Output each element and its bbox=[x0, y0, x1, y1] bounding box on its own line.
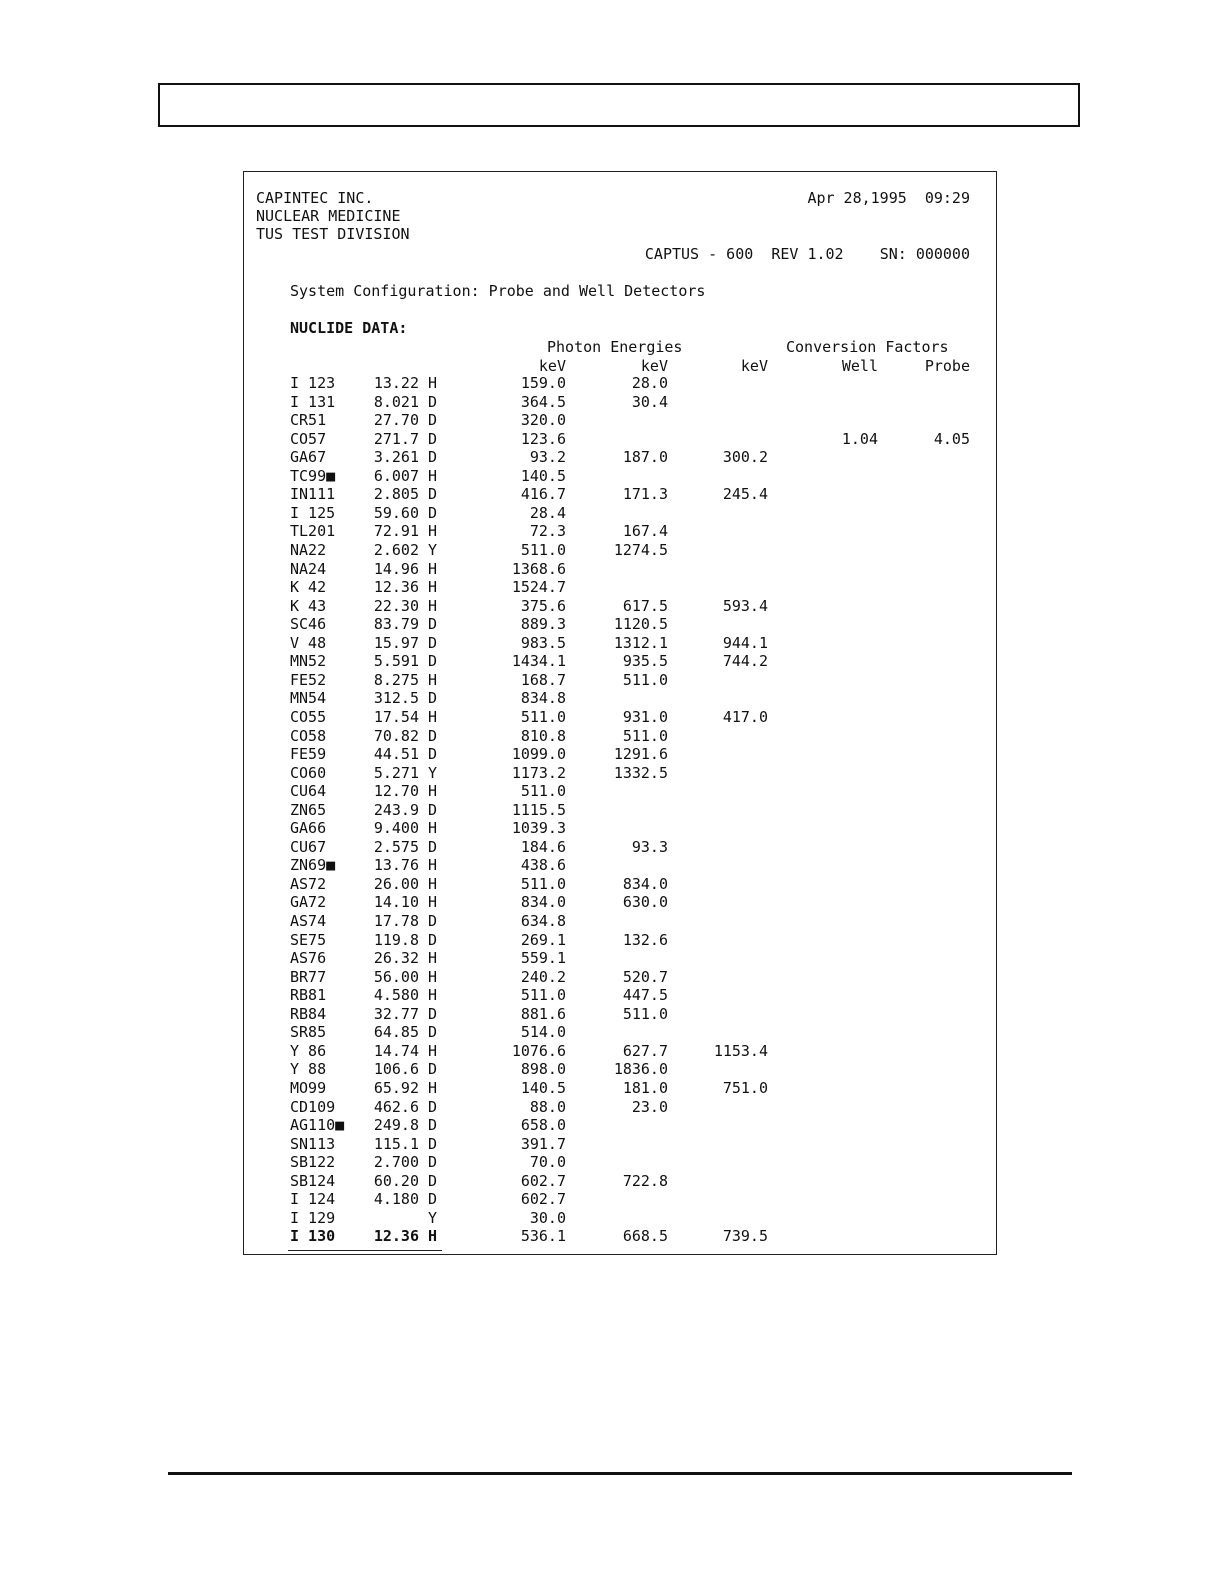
half-life-cell: 72.91 bbox=[373, 522, 419, 541]
energy-2-cell: 1274.5 bbox=[613, 541, 668, 559]
energy-3-cell: 744.2 bbox=[722, 652, 768, 671]
half-life-cell: 44.51 bbox=[373, 745, 419, 763]
nuclide-cell: CR51 bbox=[290, 411, 327, 430]
nuclide-cell: CO55 bbox=[290, 707, 327, 726]
nuclide-cell: AS74 bbox=[290, 912, 327, 930]
nuclide-cell: AS76 bbox=[290, 949, 327, 968]
energy-1-cell: 514.0 bbox=[520, 1023, 566, 1042]
unit-cell: H bbox=[428, 578, 438, 596]
energy-2-cell: 627.7 bbox=[622, 1041, 668, 1060]
energy-1-cell: 269.1 bbox=[520, 930, 566, 949]
nuclide-cell: I 129 bbox=[290, 1208, 336, 1227]
energy-2-cell: 931.0 bbox=[622, 707, 668, 726]
department-name: NUCLEAR MEDICINE bbox=[256, 207, 401, 225]
energy-3-cell: 1153.4 bbox=[713, 1041, 768, 1060]
energy-2-cell: 1332.5 bbox=[613, 763, 668, 782]
half-life-cell: 14.74 bbox=[373, 1041, 419, 1060]
energy-2-cell: 668.5 bbox=[622, 1227, 668, 1246]
print-datetime: Apr 28,1995 09:29 bbox=[807, 189, 970, 207]
energy-2-cell: 132.6 bbox=[622, 930, 668, 949]
nuclide-cell: ZN69■ bbox=[290, 856, 336, 875]
section-title: NUCLIDE DATA: bbox=[290, 319, 408, 337]
nuclide-cell: AS72 bbox=[290, 874, 327, 893]
half-life-cell: 8.275 bbox=[373, 670, 419, 689]
unit-cell: D bbox=[428, 633, 438, 652]
energy-1-cell: 28.4 bbox=[529, 503, 566, 522]
half-life-cell: 17.54 bbox=[373, 707, 419, 726]
half-life-cell: 26.00 bbox=[373, 874, 419, 893]
energy-2-cell: 511.0 bbox=[622, 1004, 668, 1023]
photon-energies-header: Photon Energies bbox=[547, 338, 683, 356]
half-life-cell: 6.007 bbox=[373, 466, 419, 485]
nuclide-cell: TC99■ bbox=[290, 466, 336, 485]
energy-2-cell: 93.3 bbox=[631, 837, 668, 856]
unit-cell: H bbox=[428, 707, 438, 726]
nuclide-cell: I 123 bbox=[290, 374, 336, 392]
half-life-cell: 13.22 bbox=[373, 374, 419, 392]
nuclide-cell: NA24 bbox=[290, 559, 327, 578]
nuclide-cell: K 42 bbox=[290, 578, 327, 596]
nuclide-cell: CO57 bbox=[290, 429, 327, 448]
energy-3-cell: 245.4 bbox=[722, 485, 768, 504]
energy-2-cell: 511.0 bbox=[622, 726, 668, 745]
unit-cell: H bbox=[428, 1078, 438, 1097]
nuclide-cell: SC46 bbox=[290, 615, 327, 634]
unit-cell: H bbox=[428, 856, 438, 875]
unit-cell: H bbox=[428, 670, 438, 689]
half-life-cell: 22.30 bbox=[373, 596, 419, 615]
unit-cell: D bbox=[428, 837, 438, 856]
half-life-cell: 4.180 bbox=[373, 1190, 419, 1209]
unit-cell: H bbox=[428, 596, 438, 615]
energy-1-cell: 168.7 bbox=[520, 670, 566, 689]
half-life-cell: 115.1 bbox=[373, 1134, 419, 1153]
unit-cell: D bbox=[428, 1023, 438, 1042]
energy-3-cell: 300.2 bbox=[722, 448, 768, 467]
energy-1-cell: 123.6 bbox=[520, 429, 566, 448]
energy-1-cell: 1524.7 bbox=[511, 578, 566, 596]
well-header: Well bbox=[841, 357, 878, 375]
half-life-cell: 83.79 bbox=[373, 615, 419, 634]
energy-1-cell: 184.6 bbox=[520, 837, 566, 856]
unit-cell: Y bbox=[428, 541, 438, 559]
energy-2-cell: 722.8 bbox=[622, 1171, 668, 1190]
energy-1-cell: 889.3 bbox=[520, 615, 566, 634]
unit-cell: H bbox=[428, 559, 438, 578]
nuclide-cell: I 124 bbox=[290, 1190, 336, 1209]
unit-cell: H bbox=[428, 374, 438, 392]
unit-cell: H bbox=[428, 949, 438, 968]
kev-header-3: keV bbox=[740, 357, 768, 375]
nuclide-cell: MO99 bbox=[290, 1078, 327, 1097]
energy-2-cell: 520.7 bbox=[622, 967, 668, 986]
nuclide-cell: CU64 bbox=[290, 782, 327, 801]
unit-cell: H bbox=[428, 893, 438, 912]
unit-cell: H bbox=[428, 967, 438, 986]
energy-1-cell: 559.1 bbox=[520, 949, 566, 968]
nuclide-cell: CO58 bbox=[290, 726, 327, 745]
unit-cell: D bbox=[428, 1190, 438, 1209]
energy-2-cell: 23.0 bbox=[631, 1097, 668, 1116]
unit-cell: D bbox=[428, 726, 438, 745]
unit-cell: D bbox=[428, 411, 438, 430]
energy-1-cell: 438.6 bbox=[520, 856, 566, 875]
nuclide-cell: K 43 bbox=[290, 596, 327, 615]
energy-1-cell: 240.2 bbox=[520, 967, 566, 986]
energy-1-cell: 511.0 bbox=[520, 782, 566, 801]
energy-2-cell: 935.5 bbox=[622, 652, 668, 671]
unit-cell: H bbox=[428, 819, 438, 838]
nuclide-cell: GA72 bbox=[290, 893, 327, 912]
half-life-cell: 27.70 bbox=[373, 411, 419, 430]
system-configuration: System Configuration: Probe and Well Detectors bbox=[290, 282, 706, 300]
nuclide-cell: SN113 bbox=[290, 1134, 336, 1153]
unit-cell: D bbox=[428, 1060, 438, 1079]
nuclide-cell: CD109 bbox=[290, 1097, 336, 1116]
energy-1-cell: 1434.1 bbox=[511, 652, 566, 671]
unit-cell: D bbox=[428, 1171, 438, 1190]
half-life-cell: 59.60 bbox=[373, 503, 419, 522]
half-life-cell: 12.36 bbox=[373, 1227, 419, 1246]
energy-1-cell: 511.0 bbox=[520, 986, 566, 1005]
energy-2-cell: 630.0 bbox=[622, 893, 668, 912]
unit-cell: D bbox=[428, 392, 438, 411]
nuclide-cell: RB84 bbox=[290, 1004, 327, 1023]
nuclide-cell: ZN65 bbox=[290, 800, 327, 819]
unit-cell: H bbox=[428, 986, 438, 1005]
energy-2-cell: 1291.6 bbox=[613, 745, 668, 763]
nuclide-cell: CO60 bbox=[290, 763, 327, 782]
nuclide-cell: AG110■ bbox=[290, 1116, 345, 1134]
unit-cell: D bbox=[428, 745, 438, 763]
well-factor-cell: 1.04 bbox=[841, 429, 878, 448]
nuclide-cell: FE59 bbox=[290, 745, 327, 763]
energy-1-cell: 364.5 bbox=[520, 392, 566, 411]
conversion-factors-header: Conversion Factors bbox=[786, 338, 949, 356]
unit-cell: D bbox=[428, 485, 438, 504]
energy-1-cell: 1099.0 bbox=[511, 745, 566, 763]
nuclide-cell: Y 86 bbox=[290, 1041, 327, 1060]
half-life-cell: 13.76 bbox=[373, 856, 419, 875]
unit-cell: D bbox=[428, 1134, 438, 1153]
unit-cell: H bbox=[428, 522, 438, 541]
energy-1-cell: 93.2 bbox=[529, 448, 566, 467]
energy-1-cell: 1368.6 bbox=[511, 559, 566, 578]
nuclide-cell: SR85 bbox=[290, 1023, 327, 1042]
nuclide-cell: NA22 bbox=[290, 541, 327, 559]
half-life-cell: 32.77 bbox=[373, 1004, 419, 1023]
division-name: TUS TEST DIVISION bbox=[256, 225, 410, 243]
half-life-cell: 106.6 bbox=[373, 1060, 419, 1079]
half-life-cell: 2.700 bbox=[373, 1153, 419, 1172]
unit-cell: D bbox=[428, 800, 438, 819]
half-life-cell: 5.271 bbox=[373, 763, 419, 782]
unit-cell: H bbox=[428, 1041, 438, 1060]
nuclide-cell: SB124 bbox=[290, 1171, 336, 1190]
nuclide-cell: I 130 bbox=[290, 1227, 336, 1246]
nuclide-cell: SB122 bbox=[290, 1153, 336, 1172]
energy-2-cell: 447.5 bbox=[622, 986, 668, 1005]
energy-1-cell: 634.8 bbox=[520, 912, 566, 930]
energy-1-cell: 658.0 bbox=[520, 1116, 566, 1134]
half-life-cell: 64.85 bbox=[373, 1023, 419, 1042]
half-life-cell: 14.96 bbox=[373, 559, 419, 578]
energy-3-cell: 751.0 bbox=[722, 1078, 768, 1097]
energy-1-cell: 898.0 bbox=[520, 1060, 566, 1079]
energy-1-cell: 834.0 bbox=[520, 893, 566, 912]
energy-1-cell: 1173.2 bbox=[511, 763, 566, 782]
energy-2-cell: 28.0 bbox=[631, 374, 668, 392]
nuclide-cell: TL201 bbox=[290, 522, 336, 541]
energy-2-cell: 30.4 bbox=[631, 392, 668, 411]
probe-factor-cell: 4.05 bbox=[933, 429, 970, 448]
energy-1-cell: 536.1 bbox=[520, 1227, 566, 1246]
energy-3-cell: 593.4 bbox=[722, 596, 768, 615]
nuclide-cell: BR77 bbox=[290, 967, 327, 986]
half-life-cell: 249.8 bbox=[373, 1116, 419, 1134]
unit-cell: H bbox=[428, 466, 438, 485]
page-header-box bbox=[158, 83, 1080, 127]
nuclide-cell: RB81 bbox=[290, 986, 327, 1005]
nuclide-cell: SE75 bbox=[290, 930, 327, 949]
half-life-cell: 243.9 bbox=[373, 800, 419, 819]
nuclide-cell: FE52 bbox=[290, 670, 327, 689]
energy-1-cell: 1039.3 bbox=[511, 819, 566, 838]
nuclide-cell: MN54 bbox=[290, 689, 327, 708]
energy-3-cell: 417.0 bbox=[722, 707, 768, 726]
nuclide-cell: GA67 bbox=[290, 448, 327, 467]
half-life-cell: 12.36 bbox=[373, 578, 419, 596]
half-life-cell: 56.00 bbox=[373, 967, 419, 986]
underline-rule bbox=[288, 1250, 442, 1251]
device-info: CAPTUS - 600 REV 1.02 SN: 000000 bbox=[644, 245, 970, 263]
energy-1-cell: 602.7 bbox=[520, 1190, 566, 1209]
unit-cell: D bbox=[428, 615, 438, 634]
energy-2-cell: 1836.0 bbox=[613, 1060, 668, 1079]
half-life-cell: 12.70 bbox=[373, 782, 419, 801]
energy-2-cell: 167.4 bbox=[622, 522, 668, 541]
unit-cell: H bbox=[428, 782, 438, 801]
unit-cell: Y bbox=[428, 763, 438, 782]
energy-2-cell: 834.0 bbox=[622, 874, 668, 893]
unit-cell: D bbox=[428, 448, 438, 467]
nuclide-cell: Y 88 bbox=[290, 1060, 327, 1079]
nuclide-cell: GA66 bbox=[290, 819, 327, 838]
energy-1-cell: 375.6 bbox=[520, 596, 566, 615]
half-life-cell: 9.400 bbox=[373, 819, 419, 838]
half-life-cell: 119.8 bbox=[373, 930, 419, 949]
half-life-cell: 26.32 bbox=[373, 949, 419, 968]
energy-1-cell: 602.7 bbox=[520, 1171, 566, 1190]
probe-header: Probe bbox=[924, 357, 970, 375]
energy-2-cell: 1312.1 bbox=[613, 633, 668, 652]
energy-1-cell: 1076.6 bbox=[511, 1041, 566, 1060]
energy-2-cell: 511.0 bbox=[622, 670, 668, 689]
energy-1-cell: 1115.5 bbox=[511, 800, 566, 819]
half-life-cell: 8.021 bbox=[373, 392, 419, 411]
energy-1-cell: 511.0 bbox=[520, 874, 566, 893]
half-life-cell: 14.10 bbox=[373, 893, 419, 912]
energy-1-cell: 881.6 bbox=[520, 1004, 566, 1023]
unit-cell: D bbox=[428, 930, 438, 949]
kev-header-2: keV bbox=[640, 357, 668, 375]
energy-1-cell: 72.3 bbox=[529, 522, 566, 541]
half-life-cell: 4.580 bbox=[373, 986, 419, 1005]
half-life-cell: 271.7 bbox=[373, 429, 419, 448]
unit-cell: D bbox=[428, 1153, 438, 1172]
unit-cell: D bbox=[428, 1116, 438, 1134]
unit-cell: D bbox=[428, 912, 438, 930]
company-name: CAPINTEC INC. bbox=[256, 189, 374, 207]
energy-1-cell: 834.8 bbox=[520, 689, 566, 708]
half-life-cell: 3.261 bbox=[373, 448, 419, 467]
unit-cell: D bbox=[428, 1004, 438, 1023]
footer-rule bbox=[168, 1472, 1072, 1475]
energy-1-cell: 88.0 bbox=[529, 1097, 566, 1116]
unit-cell: H bbox=[428, 874, 438, 893]
nuclide-cell: MN52 bbox=[290, 652, 327, 671]
half-life-cell: 5.591 bbox=[373, 652, 419, 671]
nuclide-cell: IN111 bbox=[290, 485, 336, 504]
energy-1-cell: 810.8 bbox=[520, 726, 566, 745]
energy-1-cell: 511.0 bbox=[520, 541, 566, 559]
energy-1-cell: 511.0 bbox=[520, 707, 566, 726]
unit-cell: H bbox=[428, 1227, 438, 1246]
energy-1-cell: 391.7 bbox=[520, 1134, 566, 1153]
half-life-cell: 462.6 bbox=[373, 1097, 419, 1116]
half-life-cell: 2.575 bbox=[373, 837, 419, 856]
energy-3-cell: 739.5 bbox=[722, 1227, 768, 1246]
energy-1-cell: 70.0 bbox=[529, 1153, 566, 1172]
energy-1-cell: 140.5 bbox=[520, 1078, 566, 1097]
half-life-cell: 17.78 bbox=[373, 912, 419, 930]
half-life-cell: 60.20 bbox=[373, 1171, 419, 1190]
unit-cell: D bbox=[428, 503, 438, 522]
half-life-cell: 15.97 bbox=[373, 633, 419, 652]
unit-cell: D bbox=[428, 1097, 438, 1116]
energy-2-cell: 181.0 bbox=[622, 1078, 668, 1097]
half-life-cell: 65.92 bbox=[373, 1078, 419, 1097]
nuclide-cell: I 131 bbox=[290, 392, 336, 411]
energy-2-cell: 187.0 bbox=[622, 448, 668, 467]
half-life-cell: 2.602 bbox=[373, 541, 419, 559]
unit-cell: D bbox=[428, 652, 438, 671]
energy-2-cell: 1120.5 bbox=[613, 615, 668, 634]
unit-cell: D bbox=[428, 429, 438, 448]
nuclide-cell: V 48 bbox=[290, 633, 327, 652]
half-life-cell: 312.5 bbox=[373, 689, 419, 708]
energy-2-cell: 617.5 bbox=[622, 596, 668, 615]
half-life-cell: 2.805 bbox=[373, 485, 419, 504]
energy-1-cell: 983.5 bbox=[520, 633, 566, 652]
kev-header-1: keV bbox=[538, 357, 566, 375]
energy-1-cell: 30.0 bbox=[529, 1208, 566, 1227]
nuclide-cell: CU67 bbox=[290, 837, 327, 856]
energy-2-cell: 171.3 bbox=[622, 485, 668, 504]
energy-1-cell: 320.0 bbox=[520, 411, 566, 430]
energy-3-cell: 944.1 bbox=[722, 633, 768, 652]
unit-cell: Y bbox=[428, 1208, 438, 1227]
half-life-cell: 70.82 bbox=[373, 726, 419, 745]
energy-1-cell: 416.7 bbox=[520, 485, 566, 504]
energy-1-cell: 159.0 bbox=[520, 374, 566, 392]
energy-1-cell: 140.5 bbox=[520, 466, 566, 485]
nuclide-cell: I 125 bbox=[290, 503, 336, 522]
unit-cell: D bbox=[428, 689, 438, 708]
